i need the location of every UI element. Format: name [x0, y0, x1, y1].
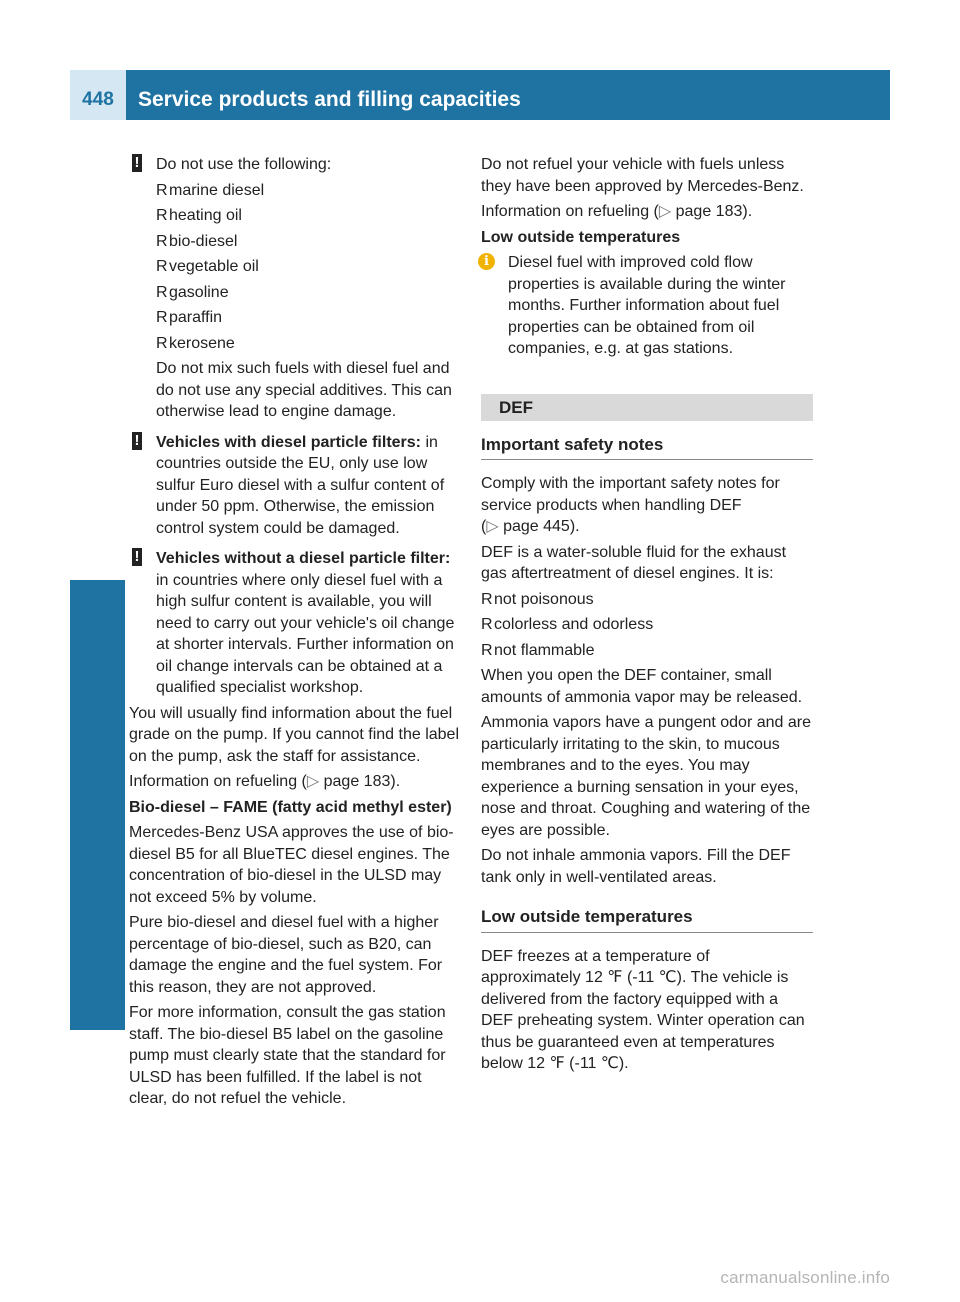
bullet-icon: R: [481, 590, 493, 608]
arrow-icon: ▷: [486, 518, 499, 535]
paragraph: Do not refuel your vehicle with fuels unless they have been approved by Mercedes-Benz.: [481, 156, 804, 195]
bullet-icon: R: [156, 181, 168, 199]
list-item-text: not flammable: [494, 641, 595, 659]
paragraph: DEF freezes at a temperature of approximately 12 ℉ (-11 ℃). The vehicle is delivered from the factory equipped with a DEF preheating system. Winter operation can thus be guaranteed even at temperatures below 12 ℉ (-11 ℃).: [481, 947, 805, 1072]
list-item-text: heating oil: [169, 207, 242, 224]
paragraph-text: Comply with the important safety notes for service products when handling DEF: [481, 475, 780, 514]
paragraph: For more information, consult the gas station staff. The bio-diesel B5 label on the gasoline pump must clearly state that the standard for ULSD has been fulfilled. If the label is not clear, do not refuel the vehicle.: [129, 1004, 446, 1107]
warning-body: in countries where only diesel fuel with a high sulfur content is available, you will need to carry out your vehicle's oil change at shorter intervals. Further information on oil change intervals can be obtained at a qualified specialist workshop.: [156, 571, 455, 696]
arrow-icon: ▷: [306, 773, 320, 790]
subheading: Bio-diesel – FAME (fatty acid methyl ester): [129, 798, 452, 816]
list-item: [156, 231, 461, 253]
fuel-list: [156, 180, 461, 355]
paragraph: You will usually find information about the fuel grade on the pump. If you cannot find the label on the pump, ask the staff for assistance.: [129, 704, 460, 765]
list-item-text: colorless and odorless: [494, 616, 654, 633]
warning-icon: !: [132, 432, 142, 450]
list-item-text: not poisonous: [494, 590, 594, 608]
ref-prefix: Information on refueling (: [129, 773, 307, 790]
bullet-icon: R: [481, 616, 493, 633]
list-item: [481, 589, 813, 611]
paragraph: Do not inhale ammonia vapors. Fill the DEF tank only in well-ventilated areas.: [481, 847, 791, 886]
warning-note: [129, 548, 461, 699]
arrow-icon: ▷: [658, 203, 672, 220]
bullet-icon: R: [156, 283, 168, 301]
paragraph: [481, 473, 813, 538]
warning-icon: !: [132, 154, 142, 172]
section-bar: DEF: [481, 394, 813, 421]
ref-prefix: Information on refueling (: [481, 203, 659, 220]
ref-page[interactable]: page 445).: [498, 518, 580, 535]
list-item: [156, 307, 461, 329]
def-properties-list: [481, 589, 813, 662]
warning-text: Do not mix such fuels with diesel fuel and do not use any special additives. This can otherwise lead to engine damage.: [156, 360, 452, 420]
bullet-icon: R: [156, 232, 168, 250]
warning-body: in countries outside the EU, only use low sulfur Euro diesel with a sulfur content of under 50 ppm. Otherwise, the emission control system could be damaged.: [156, 433, 445, 537]
warning-bold: Vehicles with diesel particle filters:: [156, 433, 421, 451]
list-item-text: gasoline: [169, 283, 229, 301]
page-reference: [129, 771, 461, 793]
list-item: [156, 180, 461, 202]
list-item-text: marine diesel: [169, 181, 265, 199]
section-heading: Important safety notes: [481, 434, 813, 461]
list-item-text: vegetable oil: [169, 258, 259, 275]
section-heading: Low outside temperatures: [481, 906, 813, 933]
info-icon: i: [478, 253, 495, 270]
warning-text: Do not use the following:: [156, 156, 332, 173]
info-text: Diesel fuel with improved cold flow properties is available during the winter months. Further information about fuel properties can be obtained from oil companies, e.g. at gas stations.: [508, 254, 786, 357]
warning-text: [156, 548, 461, 699]
side-tab-label: Technical data: [83, 725, 110, 885]
list-item: [156, 333, 461, 355]
warning-icon: !: [132, 548, 142, 566]
bullet-icon: R: [156, 309, 168, 326]
list-item: [481, 614, 813, 636]
paragraph: Pure bio-diesel and diesel fuel with a higher percentage of bio-diesel, such as B20, can damage the engine and the fuel system. For this reason, they are not approved.: [129, 914, 443, 996]
warning-bold: Vehicles without a diesel particle filter:: [156, 550, 451, 567]
list-item: [156, 282, 461, 304]
ref-prefix: (: [481, 518, 487, 535]
bullet-icon: R: [481, 641, 493, 659]
warning-note: [129, 432, 461, 540]
list-item-text: kerosene: [169, 334, 235, 352]
paragraph: When you open the DEF container, small amounts of ammonia vapor may be released.: [481, 667, 803, 706]
left-column: [129, 154, 461, 1114]
page-reference: [481, 201, 813, 223]
right-column: [481, 154, 813, 1079]
ref-page[interactable]: page 183).: [671, 203, 753, 220]
list-item: [156, 205, 461, 227]
bullet-icon: R: [156, 207, 168, 224]
list-item: [156, 256, 461, 278]
page-number: 448: [70, 70, 126, 120]
list-item: [481, 640, 813, 662]
paragraph: Ammonia vapors have a pungent odor and are particularly irritating to the skin, to mucous membranes and to the eyes. You may experience a burning sensation in your eyes, nose and throat. Coughing and watering of the eyes are possible.: [481, 714, 811, 839]
info-note: [481, 252, 813, 360]
paragraph: Mercedes-Benz USA approves the use of bio-diesel B5 for all BlueTEC diesel engines. The concentration of bio-diesel in the ULSD may not exceed 5% by volume.: [129, 824, 454, 906]
page-title: Service products and filling capacities: [138, 88, 521, 111]
bullet-icon: R: [156, 334, 168, 352]
warning-note: [129, 154, 461, 423]
warning-text: [156, 432, 461, 540]
paragraph: DEF is a water-soluble fluid for the exhaust gas aftertreatment of diesel engines. It is:: [481, 543, 787, 582]
ref-page[interactable]: page 183).: [319, 773, 401, 790]
bullet-icon: R: [156, 258, 168, 275]
list-item-text: paraffin: [169, 309, 223, 326]
watermark: carmanualsonline.info: [720, 1268, 890, 1287]
list-item-text: bio-diesel: [169, 232, 238, 250]
subheading: Low outside temperatures: [481, 228, 681, 246]
